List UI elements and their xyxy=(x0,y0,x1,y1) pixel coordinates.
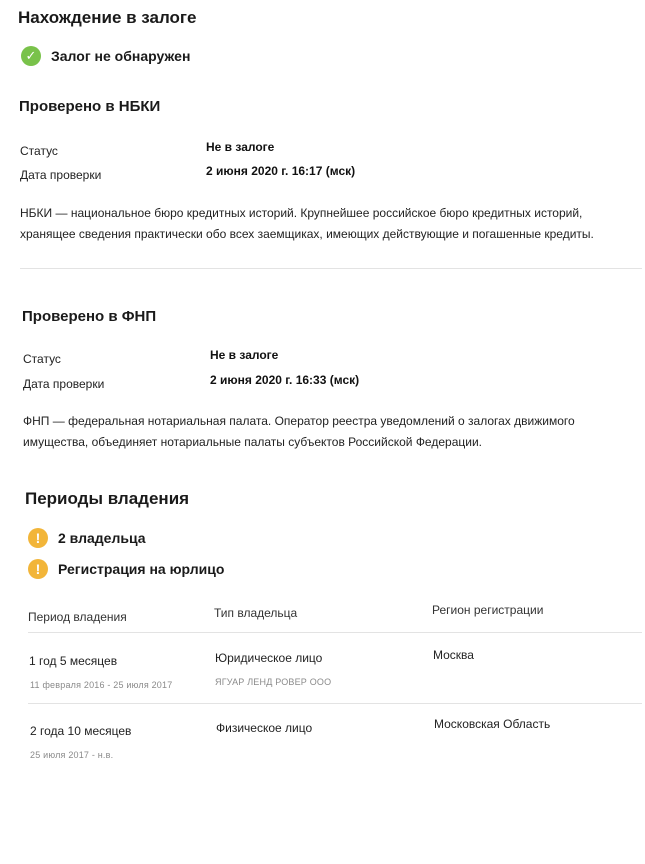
nbki-status-label: Статус xyxy=(20,144,58,158)
table-row-divider xyxy=(28,703,642,704)
exclamation-icon: ! xyxy=(28,528,48,548)
nbki-description: НБКИ — национальное бюро кредитных историй. Крупнейшее российское бюро кредитных историй, хранящее сведения практически обо всех заемщиках, имеющих действующие и погашенные кредиты. xyxy=(20,206,594,241)
nbki-status-value: Не в залоге xyxy=(206,140,275,154)
lien-status-text: Залог не обнаружен xyxy=(51,48,191,64)
fnp-date-value: 2 июня 2020 г. 16:33 (мск) xyxy=(210,373,360,387)
row-owner-type: Физическое лицо xyxy=(216,721,313,735)
row-owner-type: Юридическое лицо xyxy=(215,651,323,665)
lien-status xyxy=(21,46,190,66)
ownership-title: Периоды владения xyxy=(25,489,190,508)
nbki-date-label: Дата проверки xyxy=(20,168,102,182)
fnp-status-label: Статус xyxy=(23,352,61,366)
row-period: 1 год 5 месяцев xyxy=(29,654,118,668)
warning-text: 2 владельца xyxy=(58,530,146,546)
warning-text: Регистрация на юрлицо xyxy=(58,561,225,577)
row-region: Московская Область xyxy=(434,717,551,731)
fnp-title: Проверено в ФНП xyxy=(22,308,157,325)
section-divider xyxy=(20,268,642,269)
fnp-description: ФНП — федеральная нотариальная палата. Оператор реестра уведомлений о залогах движимого имущества, объединяет нотариальные палаты субъектов Российской Федерации. xyxy=(23,414,575,449)
table-header-divider xyxy=(28,632,642,633)
row-period: 2 года 10 месяцев xyxy=(30,724,132,738)
nbki-title: Проверено в НБКИ xyxy=(19,98,161,115)
exclamation-icon: ! xyxy=(28,559,48,579)
nbki-date-value: 2 июня 2020 г. 16:17 (мск) xyxy=(206,164,356,178)
check-icon: ✓ xyxy=(21,46,41,66)
fnp-date-label: Дата проверки xyxy=(23,377,105,391)
fnp-status-value: Не в залоге xyxy=(210,348,279,362)
column-header-region: Регион регистрации xyxy=(432,603,544,617)
lien-section-title: Нахождение в залоге xyxy=(18,8,197,27)
column-header-owner-type: Тип владельца xyxy=(214,606,298,620)
row-region: Москва xyxy=(433,648,474,662)
row-dates: 25 июля 2017 - н.в. xyxy=(30,750,114,760)
warning-legal-entity xyxy=(28,559,224,579)
warning-owners-count xyxy=(28,528,146,548)
column-header-period: Период владения xyxy=(28,610,127,624)
row-dates: 11 февраля 2016 - 25 июля 2017 xyxy=(30,680,173,690)
row-owner-name: ЯГУАР ЛЕНД РОВЕР ООО xyxy=(215,677,332,687)
